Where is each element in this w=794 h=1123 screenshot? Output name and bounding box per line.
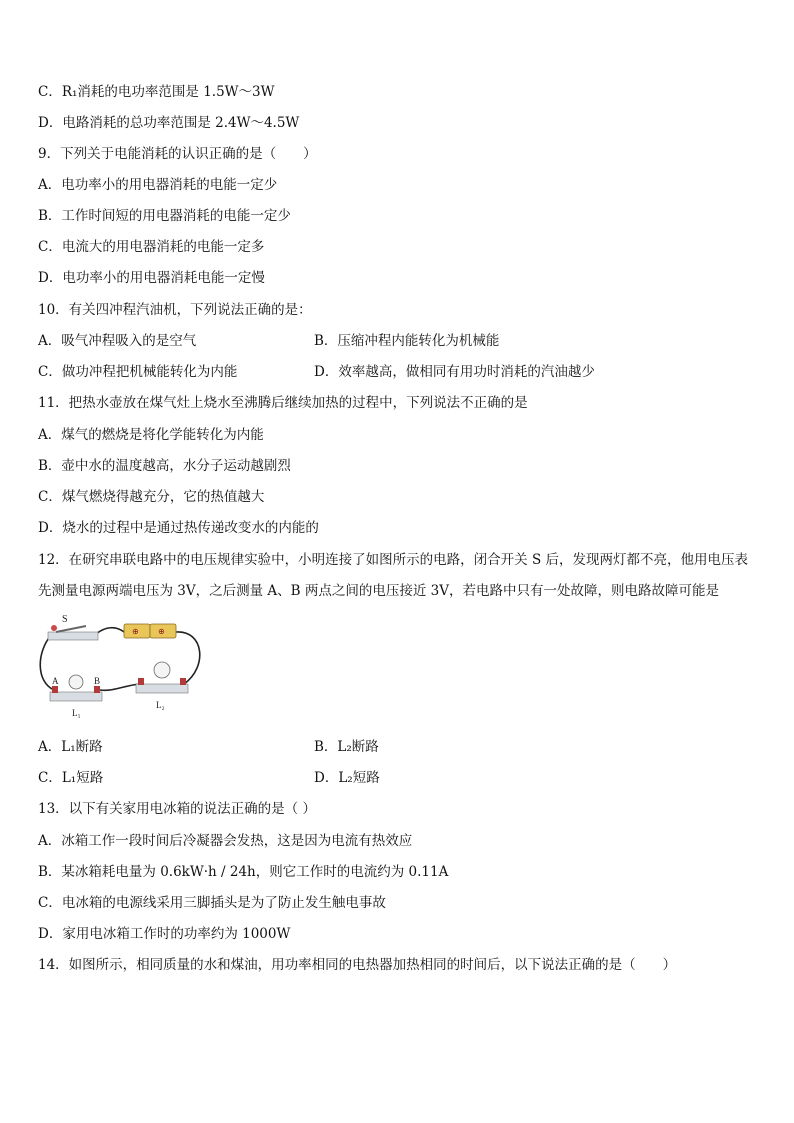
q13-stem: 13．以下有关家用电冰箱的说法正确的是（ ） <box>38 801 316 817</box>
q10-option-b: B．压缩冲程内能转化为机械能 <box>314 333 500 349</box>
q12-option-d: D．L₂短路 <box>314 770 380 786</box>
label-s: S <box>62 614 68 625</box>
wire-bottom <box>100 684 142 690</box>
lamp-l1-bulb <box>69 675 83 689</box>
lamp-l1-terminal-a <box>52 686 58 693</box>
battery-1-plus: ⊕ <box>132 627 139 636</box>
wire-right <box>176 632 200 684</box>
q11-option-b: B．壶中水的温度越高，水分子运动越剧烈 <box>38 458 291 474</box>
q9-option-b: B．工作时间短的用电器消耗的电能一定少 <box>38 208 291 224</box>
label-l2: L₂ <box>156 700 165 710</box>
q10-option-d: D．效率越高，做相同有用功时消耗的汽油越少 <box>314 364 595 380</box>
q9-option-a: A．电功率小的用电器消耗的电能一定少 <box>38 177 278 193</box>
q13-option-a: A．冰箱工作一段时间后冷凝器会发热，这是因为电流有热效应 <box>38 833 413 849</box>
q11-option-a: A．煤气的燃烧是将化学能转化为内能 <box>38 427 264 443</box>
q11-option-c: C．煤气燃烧得越充分，它的热值越大 <box>38 489 265 505</box>
label-b: B <box>94 676 101 686</box>
q10-stem: 10．有关四冲程汽油机，下列说法正确的是： <box>38 302 312 318</box>
q12-option-a: A．L₁断路 <box>38 739 103 755</box>
q13-option-d: D．家用电冰箱工作时的功率约为 1000W <box>38 926 291 942</box>
q11-stem: 11．把热水壶放在煤气灶上烧水至沸腾后继续加热的过程中，下列说法不正确的是 <box>38 395 528 411</box>
q12-stem: 12．在研究串联电路中的电压规律实验中，小明连接了如图所示的电路，闭合开关 S 后，发现两灯都不亮，他用电压表先测量电源两端电压为 3V，之后测量 A、B 两点之间的电压接近 3V，若电路中只有一处故障，则电路故障可能是 <box>38 552 749 599</box>
lamp-l2-terminal-left <box>138 678 144 685</box>
q10-option-a: A．吸气冲程吸入的是空气 <box>38 333 197 349</box>
switch-lever <box>56 626 86 632</box>
lamp-l2-terminal-right <box>180 678 186 685</box>
lamp-l1-terminal-b <box>94 686 100 693</box>
q9-option-c: C．电流大的用电器消耗的电能一定多 <box>38 239 265 255</box>
q12-option-c: C．L₁短路 <box>38 770 104 786</box>
circuit-figure <box>36 612 212 722</box>
wire-top <box>96 628 124 634</box>
label-l1: L₁ <box>72 708 81 718</box>
battery-2-plus: ⊕ <box>158 627 165 636</box>
q13-option-c: C．电冰箱的电源线采用三脚插头是为了防止发生触电事故 <box>38 895 386 911</box>
label-a: A <box>52 676 59 686</box>
q14-stem: 14．如图所示，相同质量的水和煤油，用功率相同的电热器加热相同的时间后，以下说法正确的是（ ） <box>38 957 677 973</box>
lamp-l2-bulb <box>154 662 170 678</box>
switch-handle <box>51 625 57 631</box>
lamp-l1-base <box>50 692 102 701</box>
q11-option-d: D．烧水的过程中是通过热传递改变水的内能的 <box>38 520 319 536</box>
q12-option-b: B．L₂断路 <box>314 739 379 755</box>
q10-option-c: C．做功冲程把机械能转化为内能 <box>38 364 238 380</box>
q8-option-d: D．电路消耗的总功率范围是 2.4W～4.5W <box>38 115 300 131</box>
switch-base <box>48 632 98 640</box>
q8-option-c: C．R₁消耗的电功率范围是 1.5W～3W <box>38 84 275 100</box>
q9-option-d: D．电功率小的用电器消耗电能一定慢 <box>38 270 265 286</box>
lamp-l2-base <box>136 684 188 693</box>
q13-option-b: B．某冰箱耗电量为 0.6kW·h / 24h，则它工作时的电流约为 0.11A <box>38 864 449 880</box>
q9-stem: 9．下列关于电能消耗的认识正确的是（ ） <box>38 146 317 162</box>
